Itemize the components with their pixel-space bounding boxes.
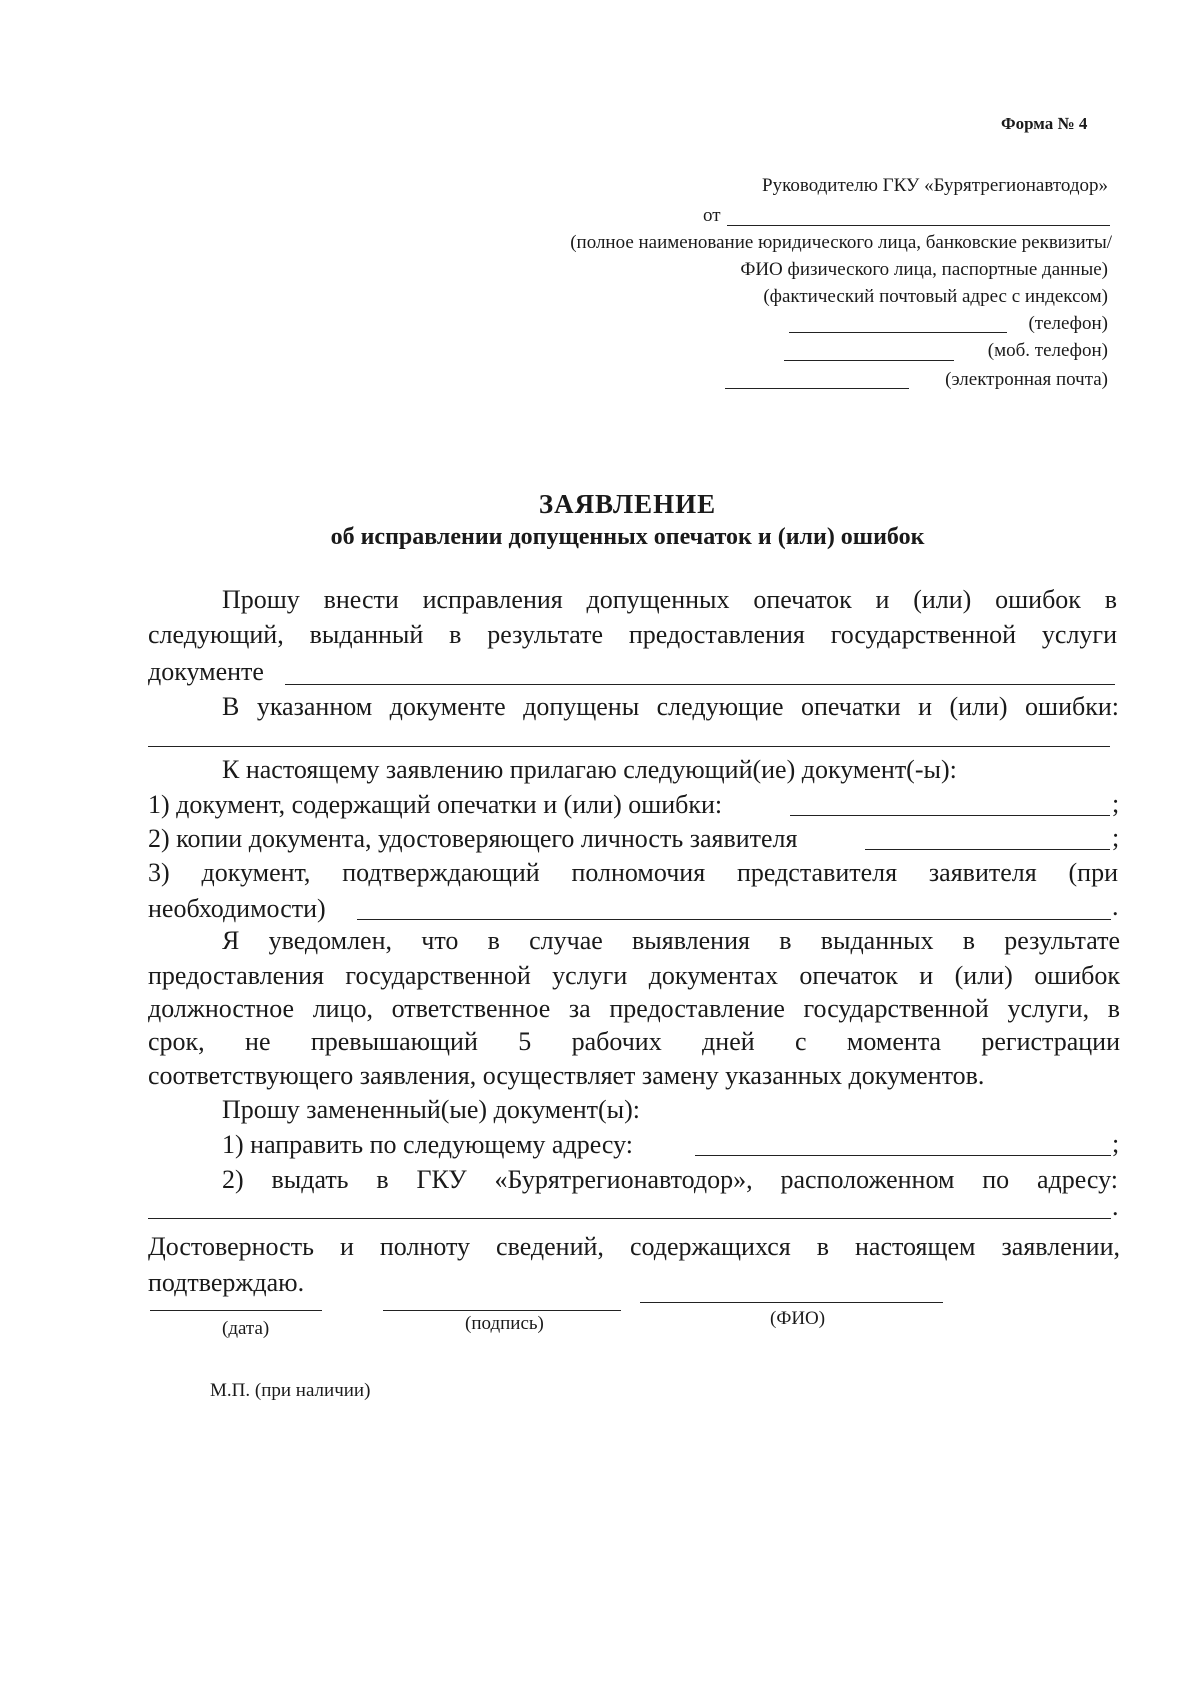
attach-2: 2) копии документа, удостоверяющего личность заявителя: [148, 824, 798, 853]
confirm-line2: подтверждаю.: [148, 1268, 305, 1297]
email-field[interactable]: [725, 388, 909, 389]
errors-line: В указанном документе допущены следующие опечатки и (или) ошибки:: [222, 692, 1119, 721]
phone-field[interactable]: [789, 332, 1007, 333]
mobile-field[interactable]: [784, 360, 954, 361]
errors-field[interactable]: [148, 746, 1110, 747]
sign-label: (подпись): [465, 1313, 544, 1334]
attach-3-line1: 3) документ, подтверждающий полномочия представителя заявителя (при: [148, 858, 1118, 887]
attach-1-field[interactable]: [790, 815, 1110, 816]
replace-1-field[interactable]: [695, 1155, 1111, 1156]
from-label: от: [703, 205, 721, 226]
address-note: (фактический почтовый адрес с индексом): [763, 286, 1108, 307]
attach-1-semicolon: ;: [1112, 789, 1120, 818]
notice-line1: Я уведомлен, что в случае выявления в выданных в результате: [222, 926, 1120, 955]
from-note-line2: ФИО физического лица, паспортные данные): [740, 259, 1108, 280]
attach-3-field[interactable]: [357, 919, 1111, 920]
replace-1-semicolon: ;: [1112, 1129, 1120, 1158]
replace-2-period: .: [1112, 1192, 1119, 1221]
date-field[interactable]: [150, 1310, 322, 1311]
signature-field[interactable]: [383, 1310, 621, 1311]
replace-2-field[interactable]: [148, 1218, 1111, 1219]
attach-3-line2: необходимости): [148, 894, 326, 923]
date-label: (дата): [222, 1318, 270, 1339]
attach-2-field[interactable]: [865, 849, 1110, 850]
mobile-label: (моб. телефон): [987, 340, 1108, 361]
attach-2-semicolon: ;: [1112, 823, 1120, 852]
phone-label: (телефон): [1028, 313, 1108, 334]
attach-intro: К настоящему заявлению прилагаю следующий(ие) документ(-ы):: [222, 755, 957, 784]
p1-line1: Прошу внести исправления допущенных опечаток и (или) ошибок в: [222, 585, 1117, 614]
document-subtitle: об исправлении допущенных опечаток и (или) ошибок: [330, 524, 925, 550]
form-number: Форма № 4: [1001, 114, 1088, 133]
replace-2: 2) выдать в ГКУ «Бурятрегионавтодор», расположенном по адресу:: [222, 1165, 1118, 1194]
notice-line4: срок, не превышающий 5 рабочих дней с момента регистрации: [148, 1027, 1120, 1056]
stamp-note: М.П. (при наличии): [210, 1380, 371, 1401]
replace-1: 1) направить по следующему адресу:: [222, 1130, 633, 1159]
name-field[interactable]: [640, 1302, 943, 1303]
notice-line5: соответствующего заявления, осуществляет замену указанных документов.: [148, 1061, 985, 1090]
document-name-field[interactable]: [285, 684, 1115, 685]
email-label: (электронная почта): [945, 369, 1108, 390]
attach-3-period: .: [1112, 892, 1119, 921]
attach-1: 1) документ, содержащий опечатки и (или) ошибки:: [148, 790, 723, 819]
name-label: (ФИО): [770, 1308, 826, 1329]
p1-line2: следующий, выданный в результате предоставления государственной услуги: [148, 620, 1117, 649]
from-field[interactable]: [727, 225, 1110, 226]
notice-line3: должностное лицо, ответственное за предоставление государственной услуги, в: [148, 994, 1120, 1023]
from-note-line1: (полное наименование юридического лица, банковские реквизиты/: [570, 232, 1112, 253]
replace-intro: Прошу замененный(ые) документ(ы):: [222, 1095, 641, 1124]
notice-line2: предоставления государственной услуги документах опечаток и (или) ошибок: [148, 961, 1120, 990]
addressee: Руководителю ГКУ «Бурятрегионавтодор»: [762, 175, 1108, 196]
confirm-line1: Достоверность и полноту сведений, содержащихся в настоящем заявлении,: [148, 1232, 1120, 1261]
p1-line3: документе: [148, 657, 264, 686]
document-title: ЗАЯВЛЕНИЕ: [538, 489, 717, 519]
